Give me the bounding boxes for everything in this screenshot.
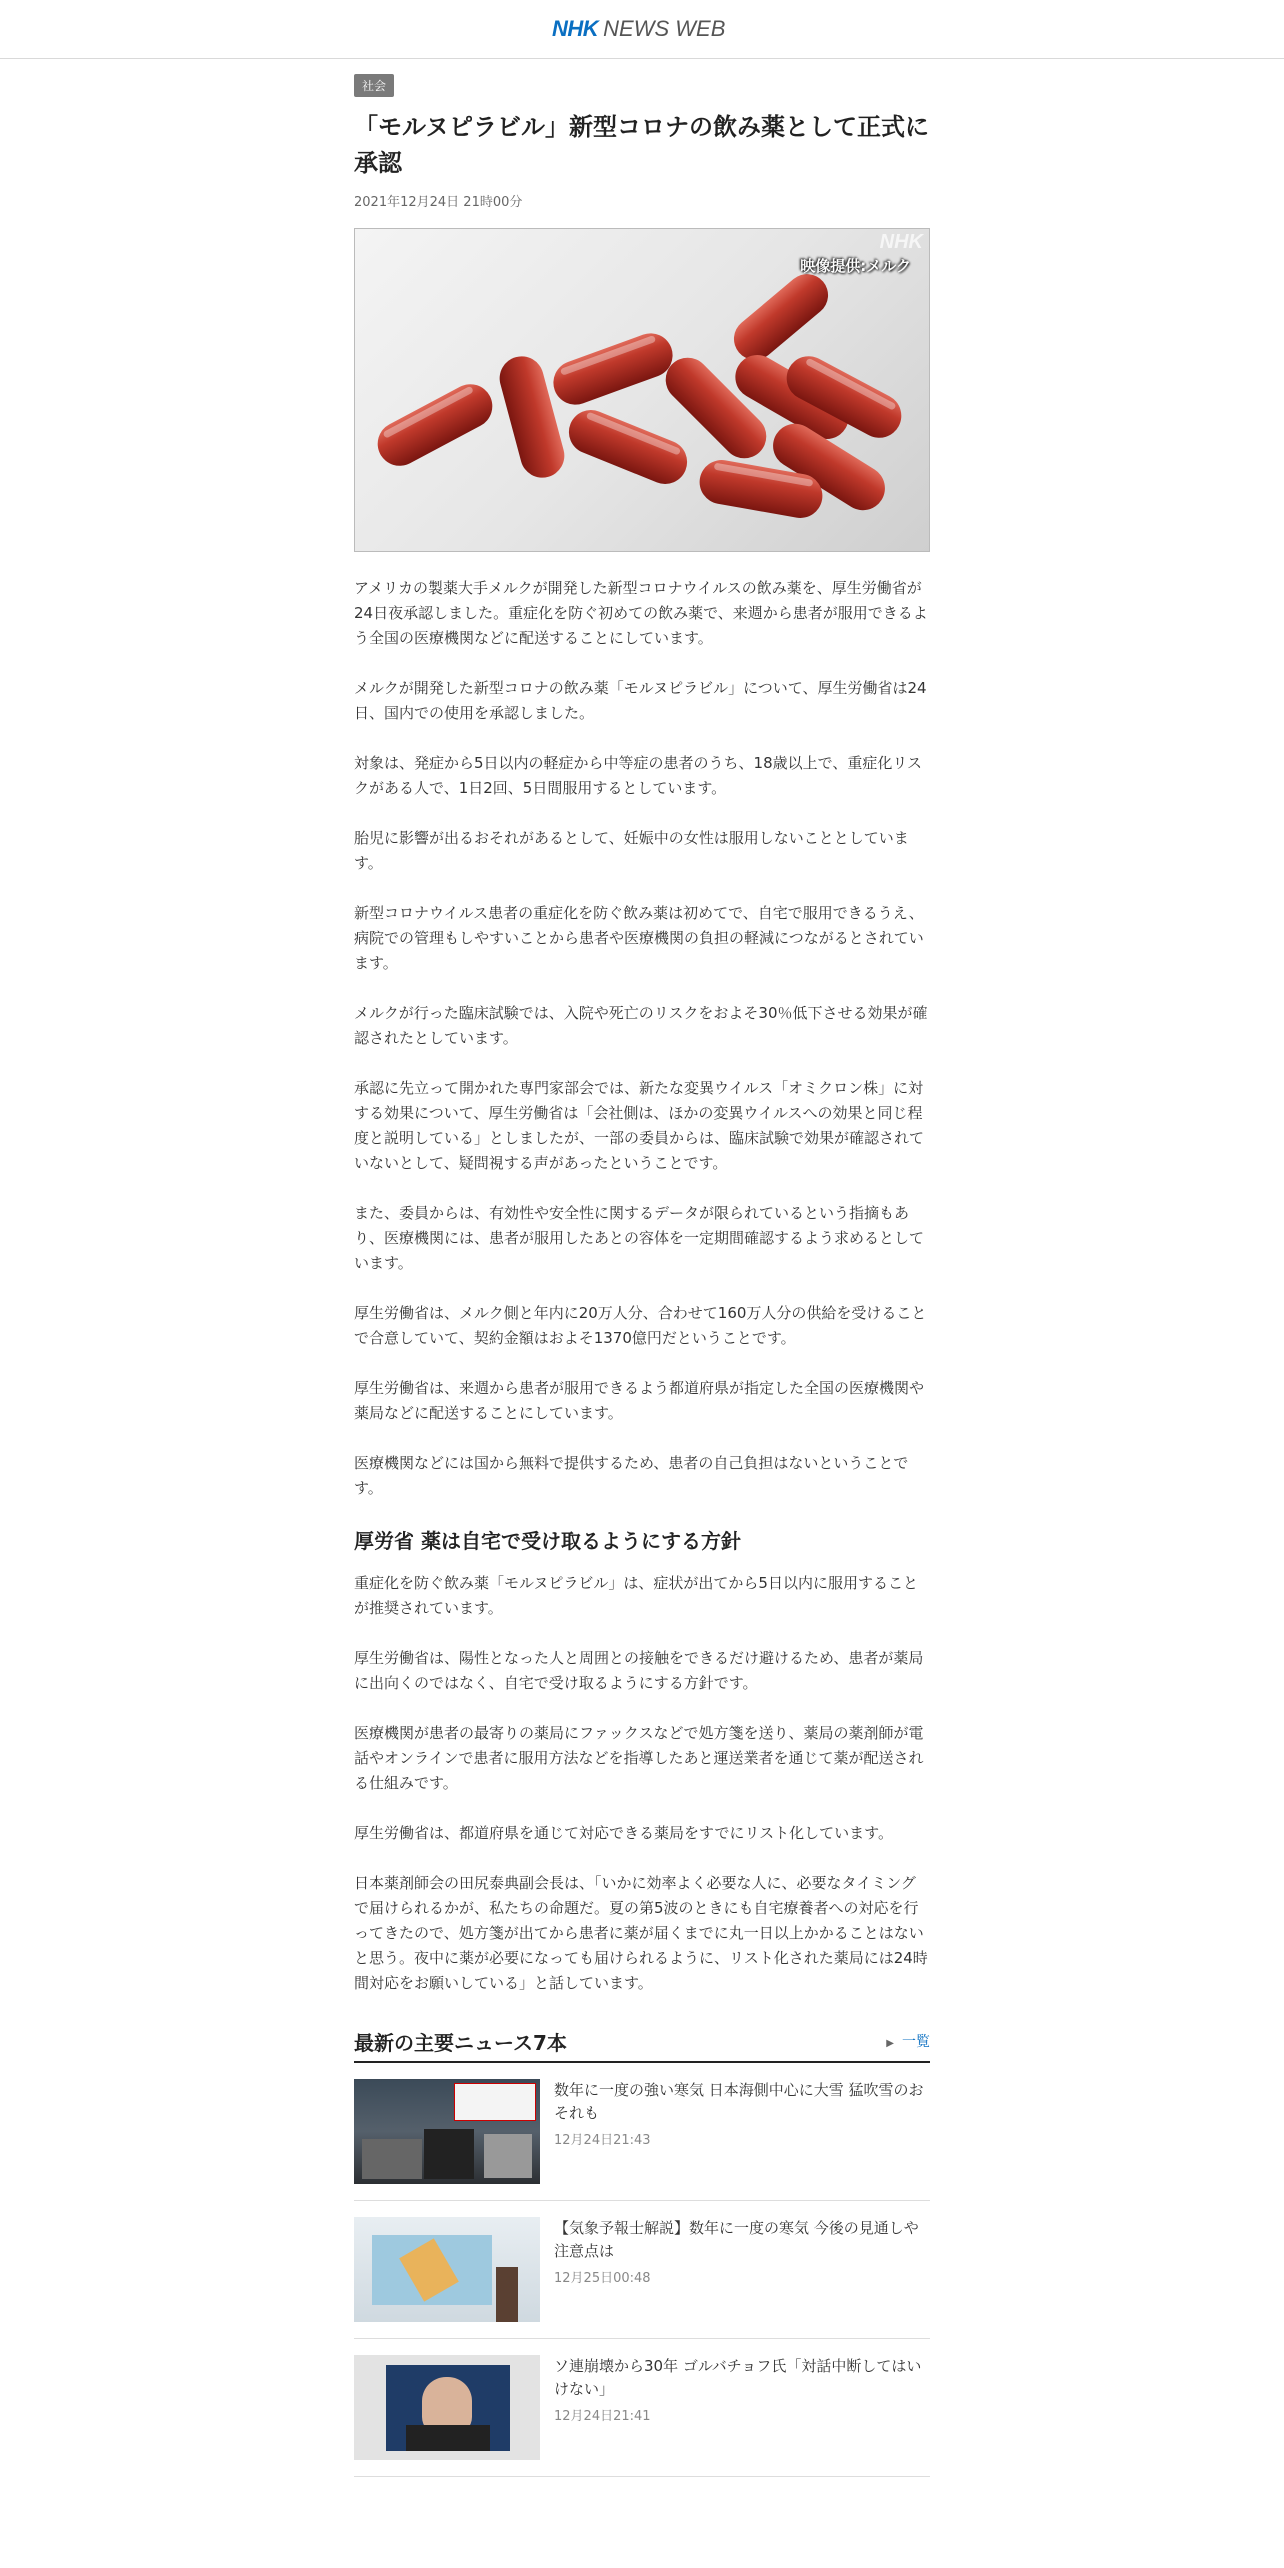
site-logo[interactable] xyxy=(552,16,725,42)
paragraph: メルクが開発した新型コロナの飲み薬「モルヌピラビル」について、厚生労働省は24日、国内での使用を承認しました。 xyxy=(354,679,927,722)
news-item-title[interactable]: 【気象予報士解説】数年に一度の寒気 今後の見通しや注意点は xyxy=(554,2219,919,2260)
paragraph: 胎児に影響が出るおそれがあるとして、妊娠中の女性は服用しないこととしています。 xyxy=(354,829,909,872)
photo-watermark: NHK xyxy=(879,231,923,253)
article-photo xyxy=(354,228,930,552)
paragraph: 対象は、発症から5日以内の軽症から中等症の患者のうち、18歳以上で、重症化リスクがある人で、1日2回、5日間服用するとしています。 xyxy=(354,754,923,797)
paragraph: アメリカの製薬大手メルクが開発した新型コロナウイルスの飲み薬を、厚生労働省が24日夜承認しました。重症化を防ぐ初めての飲み薬で、来週から患者が服用できるよう全国の医療機関などに配送することにしています。 xyxy=(354,579,928,647)
paragraph: 日本薬剤師会の田尻泰典副会長は、「いかに効率よく必要な人に、必要なタイミングで届けられるかが、私たちの命題だ。夏の第5波のときにも自宅療養者への対応を行ってきたので、処方箋が出てから患者に薬が届くまでに丸一日以上かかることはないと思う。夜中に薬が必要になっても届けられるように、リスト化された薬局には24時間対応をお願いしている」と話しています。 xyxy=(354,1874,928,1992)
paragraph: 承認に先立って開かれた専門家部会では、新たな変異ウイルス「オミクロン株」に対する効果について、厚生労働省は「会社側は、ほかの変異ウイルスへの効果と同じ程度と説明している」としましたが、一部の委員からは、臨床試験で効果が確認されていないとして、疑問視する声があったということです。 xyxy=(354,1079,925,1172)
news-thumbnail[interactable] xyxy=(354,2355,540,2460)
paragraph: また、委員からは、有効性や安全性に関するデータが限られているという指摘もあり、医療機関には、患者が服用したあとの容体を一定期間確認するよう求めるとしています。 xyxy=(354,1204,925,1272)
news-thumbnail[interactable] xyxy=(354,2079,540,2184)
section-heading: 厚労省 薬は自宅で受け取るようにする方針 xyxy=(354,1529,741,1553)
photo-caption: 映像提供:メルク xyxy=(800,257,911,275)
site-header xyxy=(0,0,1284,59)
logo-news-web: NEWS WEB xyxy=(603,16,726,41)
news-item[interactable] xyxy=(354,2063,930,2201)
paragraph: 厚生労働省は、来週から患者が服用できるよう都道府県が指定した全国の医療機関や薬局などに配送することにしています。 xyxy=(354,1379,925,1422)
paragraph: 厚生労働省は、陽性となった人と周囲との接触をできるだけ避けるため、患者が薬局に出向くのではなく、自宅で受け取るようにする方針です。 xyxy=(354,1649,924,1692)
triangle-right-icon: ▶ xyxy=(886,2038,894,2049)
news-item-time: 12月25日00:48 xyxy=(554,2271,651,2286)
category-badge[interactable]: 社会 xyxy=(354,74,394,97)
article-title: 「モルヌピラビル」新型コロナの飲み薬として正式に承認 xyxy=(354,113,930,177)
news-item-time: 12月24日21:41 xyxy=(554,2409,651,2424)
capsules-illustration xyxy=(355,229,930,552)
news-item-time: 12月24日21:43 xyxy=(554,2133,651,2148)
news-item[interactable] xyxy=(354,2201,930,2339)
paragraph: 医療機関が患者の最寄りの薬局にファックスなどで処方箋を送り、薬局の薬剤師が電話やオンラインで患者に服用方法などを指導したあと運送業者を通じて薬が配送される仕組みです。 xyxy=(354,1724,924,1792)
news-thumbnail[interactable] xyxy=(354,2217,540,2322)
news-item[interactable] xyxy=(354,2339,930,2477)
news-list-link[interactable] xyxy=(886,2031,930,2051)
paragraph: メルクが行った臨床試験では、入院や死亡のリスクをおよそ30％低下させる効果が確認されたとしています。 xyxy=(354,1004,928,1047)
news-list-label: 一覧 xyxy=(902,2034,930,2050)
article-container xyxy=(354,59,930,2477)
paragraph: 厚生労働省は、メルク側と年内に20万人分、合わせて160万人分の供給を受けることで合意していて、契約金額はおよそ1370億円だということです。 xyxy=(354,1304,927,1347)
paragraph: 医療機関などには国から無料で提供するため、患者の自己負担はないということです。 xyxy=(354,1454,909,1497)
paragraph: 厚生労働省は、都道府県を通じて対応できる薬局をすでにリスト化しています。 xyxy=(354,1824,893,1842)
article-body xyxy=(354,576,930,1996)
latest-news-heading: 最新の主要ニュース7本 xyxy=(354,2030,567,2055)
news-item-title[interactable]: 数年に一度の強い寒気 日本海側中心に大雪 猛吹雪のおそれも xyxy=(554,2081,924,2122)
news-item-title[interactable]: ソ連崩壊から30年 ゴルバチョフ氏「対話中断してはいけない」 xyxy=(554,2357,922,2398)
logo-nhk: NHK xyxy=(552,16,599,41)
article-date: 2021年12月24日 21時00分 xyxy=(354,195,523,210)
paragraph: 新型コロナウイルス患者の重症化を防ぐ飲み薬は初めてで、自宅で服用できるうえ、病院での管理もしやすいことから患者や医療機関の負担の軽減につながるとされています。 xyxy=(354,904,924,972)
latest-news-header xyxy=(354,2021,930,2063)
paragraph: 重症化を防ぐ飲み薬「モルヌピラビル」は、症状が出てから5日以内に服用することが推奨されています。 xyxy=(354,1574,918,1617)
